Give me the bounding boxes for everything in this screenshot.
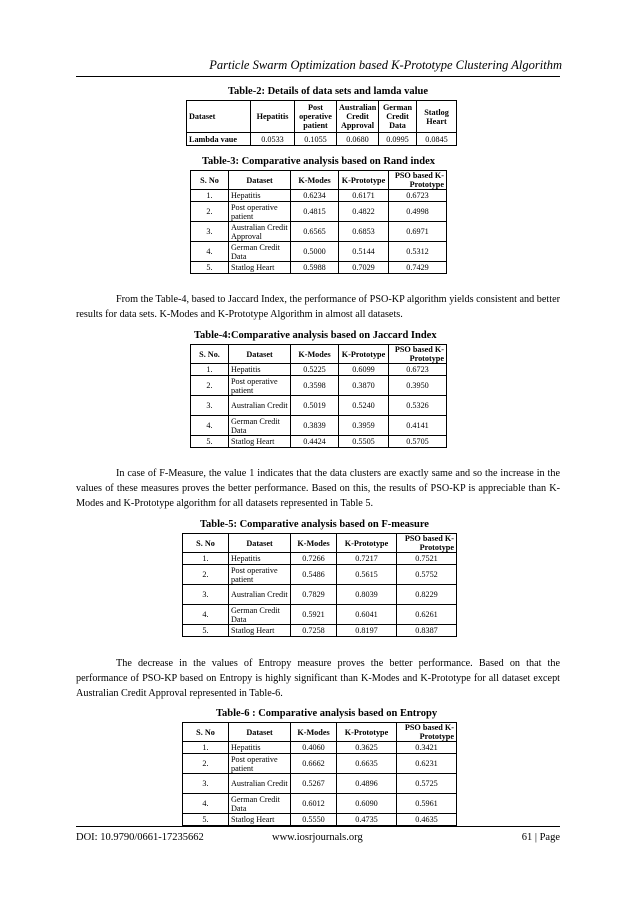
table5-cell: 0.7521 — [397, 553, 457, 565]
table5-cell: 2. — [183, 565, 229, 585]
table3-header: Dataset — [229, 171, 291, 190]
table2-cell: 0.1055 — [295, 133, 337, 146]
table6-row — [183, 814, 457, 826]
table5-cell: German Credit Data — [229, 605, 291, 625]
table3-cell: 0.6565 — [291, 222, 339, 242]
table5-header: K-Prototype — [337, 534, 397, 553]
table6-cell: Statlog Heart — [229, 814, 291, 826]
table2-cell: 0.0845 — [417, 133, 457, 146]
table4-cell: 0.3598 — [291, 376, 339, 396]
table5-row — [183, 585, 457, 605]
table6-cell: 5. — [183, 814, 229, 826]
table2 — [186, 100, 457, 146]
table3-cell: 0.6853 — [339, 222, 389, 242]
table4-cell: 0.4141 — [389, 416, 447, 436]
table5-cell: Statlog Heart — [229, 625, 291, 637]
table5-cell: 0.7829 — [291, 585, 337, 605]
table6-cell: 0.4735 — [337, 814, 397, 826]
table4-row — [191, 416, 447, 436]
table6-header: PSO based K-Prototype — [397, 723, 457, 742]
table4-row — [191, 396, 447, 416]
table4-cell: 0.5240 — [339, 396, 389, 416]
table6-cell: 0.6635 — [337, 754, 397, 774]
table3-header: S. No — [191, 171, 229, 190]
table4-cell: 0.4424 — [291, 436, 339, 448]
table6-header: K-Modes — [291, 723, 337, 742]
table4-cell: 0.5705 — [389, 436, 447, 448]
table4-cell: 0.6099 — [339, 364, 389, 376]
table4-row — [191, 436, 447, 448]
table4-header: K-Modes — [291, 345, 339, 364]
table3-cell: 3. — [191, 222, 229, 242]
table4-header: PSO based K-Prototype — [389, 345, 447, 364]
table3-cell: 0.6723 — [389, 190, 447, 202]
footer-doi: DOI: 10.9790/0661-17235662 — [76, 832, 204, 843]
table5-title: Table-5: Comparative analysis based on F-measure — [200, 519, 429, 530]
table3-header: K-Modes — [291, 171, 339, 190]
header-rule — [76, 76, 560, 77]
table6-header: S. No — [183, 723, 229, 742]
table2-cell: 0.0995 — [379, 133, 417, 146]
table3-row — [191, 222, 447, 242]
table4-cell: Australian Credit — [229, 396, 291, 416]
table5-cell: Hepatitis — [229, 553, 291, 565]
table6-cell: 2. — [183, 754, 229, 774]
table3-cell: 0.4998 — [389, 202, 447, 222]
table6-cell: 0.5550 — [291, 814, 337, 826]
table2-header: Post operative patient — [295, 101, 337, 133]
table4-cell: 4. — [191, 416, 229, 436]
table4-cell: 5. — [191, 436, 229, 448]
table4-cell: Statlog Heart — [229, 436, 291, 448]
table5-header: Dataset — [229, 534, 291, 553]
paragraph-entropy: The decrease in the values of Entropy measure proves the better performance. Based on that the performance of PSO-KP based on Entropy is highly significant than K-Modes and K-Prototype for all dataset except Australian Credit Approval represented in Table-6. — [76, 658, 560, 699]
footer-site: www.iosrjournals.org — [272, 832, 363, 843]
table5-row — [183, 625, 457, 637]
table5-header-row — [183, 534, 457, 553]
table3-cell: 0.5144 — [339, 242, 389, 262]
table5-header: PSO based K-Prototype — [397, 534, 457, 553]
table6-row — [183, 754, 457, 774]
table6-cell: 0.4635 — [397, 814, 457, 826]
table6-cell: 3. — [183, 774, 229, 794]
table6-cell: 4. — [183, 794, 229, 814]
table3-cell: 0.4815 — [291, 202, 339, 222]
table6-row — [183, 794, 457, 814]
table6-row — [183, 774, 457, 794]
table2-header: Dataset — [187, 101, 251, 133]
table6-header-row — [183, 723, 457, 742]
table3-cell: Australian Credit Approval — [229, 222, 291, 242]
table2-header: Australian Credit Approval — [337, 101, 379, 133]
table2-cell: 0.0533 — [251, 133, 295, 146]
table5-cell: 1. — [183, 553, 229, 565]
table5-cell: 0.8229 — [397, 585, 457, 605]
table5 — [182, 533, 457, 637]
table6-header: Dataset — [229, 723, 291, 742]
paragraph-jaccard: From the Table-4, based to Jaccard Index, the performance of PSO-KP algorithm yields consistent and better results for data sets. K-Modes and K-Prototype Algorithm in almost all datasets. — [76, 294, 560, 320]
table4-cell: 0.5326 — [389, 396, 447, 416]
table5-cell: 0.6261 — [397, 605, 457, 625]
table4-cell: 1. — [191, 364, 229, 376]
table6-header: K-Prototype — [337, 723, 397, 742]
table3-cell: 1. — [191, 190, 229, 202]
table3 — [190, 170, 447, 274]
table2-header: Hepatitis — [251, 101, 295, 133]
table5-cell: 0.8197 — [337, 625, 397, 637]
table2-header: Statlog Heart — [417, 101, 457, 133]
table3-cell: 5. — [191, 262, 229, 274]
table5-cell: 0.5486 — [291, 565, 337, 585]
table5-header: K-Modes — [291, 534, 337, 553]
table4 — [190, 344, 447, 448]
table2-row — [187, 133, 457, 146]
table5-cell: Post operative patient — [229, 565, 291, 585]
table4-cell: 0.3839 — [291, 416, 339, 436]
table3-title: Table-3: Comparative analysis based on Rand index — [202, 156, 435, 167]
table3-cell: 0.4822 — [339, 202, 389, 222]
table3-cell: 0.6234 — [291, 190, 339, 202]
table4-header: K-Prototype — [339, 345, 389, 364]
table3-header: PSO based K-Prototype — [389, 171, 447, 190]
table3-cell: 4. — [191, 242, 229, 262]
table3-row — [191, 262, 447, 274]
table3-cell: 0.5000 — [291, 242, 339, 262]
table5-cell: 0.8387 — [397, 625, 457, 637]
table4-row — [191, 376, 447, 396]
table4-header: S. No. — [191, 345, 229, 364]
table3-cell: 0.5312 — [389, 242, 447, 262]
table5-cell: 0.7258 — [291, 625, 337, 637]
table4-cell: 2. — [191, 376, 229, 396]
table6-cell: 0.6012 — [291, 794, 337, 814]
table6-cell: 0.6231 — [397, 754, 457, 774]
table4-cell: 0.5505 — [339, 436, 389, 448]
table6-cell: German Credit Data — [229, 794, 291, 814]
table4-cell: 0.3959 — [339, 416, 389, 436]
table3-cell: 0.7429 — [389, 262, 447, 274]
table6-cell: 0.4896 — [337, 774, 397, 794]
table2-title: Table-2: Details of data sets and lamda value — [228, 86, 428, 97]
table5-cell: 5. — [183, 625, 229, 637]
table6-cell: 0.5961 — [397, 794, 457, 814]
footer-page-number: 61 | Page — [521, 832, 560, 843]
table3-cell: Statlog Heart — [229, 262, 291, 274]
table2-cell: Lambda vaue — [187, 133, 251, 146]
table6-cell: 0.3625 — [337, 742, 397, 754]
table5-header: S. No — [183, 534, 229, 553]
table4-cell: Hepatitis — [229, 364, 291, 376]
table6-cell: 0.6662 — [291, 754, 337, 774]
table4-cell: German Credit Data — [229, 416, 291, 436]
table5-cell: 0.8039 — [337, 585, 397, 605]
table5-cell: 0.7266 — [291, 553, 337, 565]
running-title: Particle Swarm Optimization based K-Prototype Clustering Algorithm — [209, 58, 562, 72]
paragraph-fmeasure: In case of F-Measure, the value 1 indicates that the data clusters are exactly same and so the increase in the values of these measures proves the better performance. Based on this, the results of PSO-KP is appreciable than K-Modes and K-Prototype algorithm for all datasets represented in Table 5. — [76, 468, 560, 509]
table3-row — [191, 202, 447, 222]
table4-title: Table-4:Comparative analysis based on Jaccard Index — [194, 330, 437, 341]
table5-cell: 3. — [183, 585, 229, 605]
table4-header-row — [191, 345, 447, 364]
table6-cell: 0.5267 — [291, 774, 337, 794]
table4-cell: 0.6723 — [389, 364, 447, 376]
table5-cell: 4. — [183, 605, 229, 625]
table4-cell: Post operative patient — [229, 376, 291, 396]
table4-cell: 0.5019 — [291, 396, 339, 416]
table3-cell: German Credit Data — [229, 242, 291, 262]
table4-cell: 0.3950 — [389, 376, 447, 396]
table3-header-row — [191, 171, 447, 190]
table5-row — [183, 553, 457, 565]
table6-cell: Hepatitis — [229, 742, 291, 754]
table5-cell: 0.7217 — [337, 553, 397, 565]
table3-cell: Post operative patient — [229, 202, 291, 222]
table3-cell: 2. — [191, 202, 229, 222]
table4-cell: 3. — [191, 396, 229, 416]
table2-cell: 0.0680 — [337, 133, 379, 146]
table3-cell: Hepatitis — [229, 190, 291, 202]
table6-cell: 0.3421 — [397, 742, 457, 754]
footer-rule — [76, 826, 560, 827]
table3-cell: 0.7029 — [339, 262, 389, 274]
table5-cell: 0.5615 — [337, 565, 397, 585]
table4-header: Dataset — [229, 345, 291, 364]
table6 — [182, 722, 457, 826]
table6-cell: 1. — [183, 742, 229, 754]
table6-cell: 0.4060 — [291, 742, 337, 754]
table6-cell: 0.5725 — [397, 774, 457, 794]
table6-cell: Australian Credit — [229, 774, 291, 794]
table5-cell: 0.5752 — [397, 565, 457, 585]
table3-row — [191, 242, 447, 262]
table3-row — [191, 190, 447, 202]
table4-row — [191, 364, 447, 376]
table5-row — [183, 605, 457, 625]
table5-cell: 0.6041 — [337, 605, 397, 625]
table4-cell: 0.3870 — [339, 376, 389, 396]
table3-cell: 0.5988 — [291, 262, 339, 274]
table6-row — [183, 742, 457, 754]
table3-cell: 0.6171 — [339, 190, 389, 202]
table5-cell: Australian Credit — [229, 585, 291, 605]
table6-title: Table-6 : Comparative analysis based on Entropy — [216, 708, 438, 719]
table5-row — [183, 565, 457, 585]
table6-cell: Post operative patient — [229, 754, 291, 774]
table2-header-row — [187, 101, 457, 133]
table3-cell: 0.6971 — [389, 222, 447, 242]
table3-header: K-Prototype — [339, 171, 389, 190]
table2-header: German Credit Data — [379, 101, 417, 133]
table6-cell: 0.6090 — [337, 794, 397, 814]
table4-cell: 0.5225 — [291, 364, 339, 376]
table5-cell: 0.5921 — [291, 605, 337, 625]
